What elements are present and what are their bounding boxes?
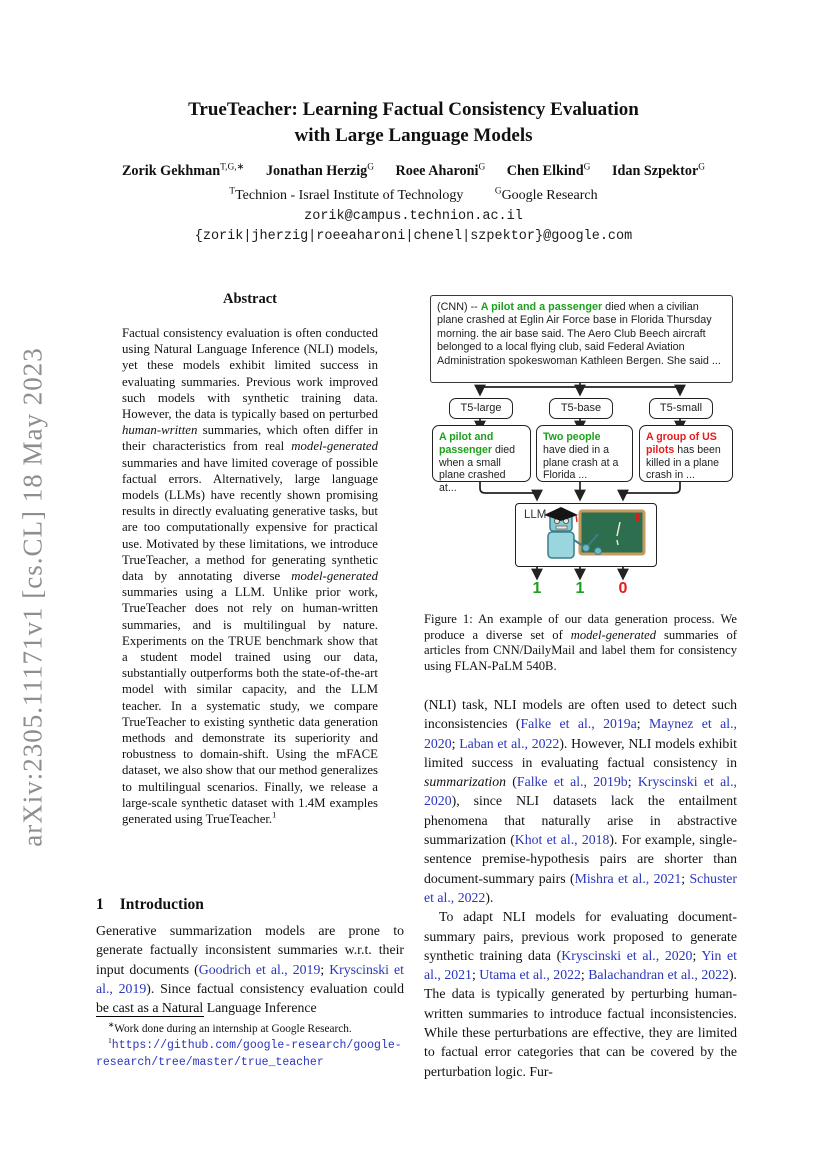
text-segment: summaries using a LLM. Unlike prior work, TrueTeacher does not rely on human-written summaries, and is multilingual by nature. Experiments on the TRUE benchmark show that a student model trained using our data, substantially outperforms both the state-of-the-art model with similar capacity, and the LLM teacher. In a systematic study, we compare TrueTeacher to existing synthetic data generation methods and demonstrate its superiority and robustness to domain-shift. Using the mFACE dataset, we also show that our method generalizes to multilingual scenarios. Finally, we release a large-scale synthetic dataset with 1.4M examples generated using TrueTeacher. [122, 585, 378, 827]
abstract-text [122, 325, 378, 900]
figure-source-article-box [430, 295, 733, 383]
text-segment: ). The data is typically generated by perturbing human-written summaries to introduce factual inconsistencies. While these perturbations are effective, they are limited to factual error categories that can be covered by the perturbation logic. Fur- [424, 967, 737, 1079]
author-name: Idan Szpektor [611, 163, 699, 179]
figure-1 [424, 290, 737, 610]
text-segment: ). However, NLI models exhibit limited success in evaluating factual consistency in [424, 735, 737, 770]
citation-link[interactable]: Khot et al., 2018 [514, 832, 610, 848]
footnote-github-url [96, 1037, 404, 1071]
intro-paragraph [96, 921, 404, 1017]
robot-body [548, 532, 574, 558]
title-line-2: with Large Language Models [294, 125, 533, 146]
citation-link[interactable]: Falke et al., 2019a [520, 716, 637, 732]
text-segment: (CNN) -- [437, 301, 481, 313]
text-segment: Two people [543, 431, 601, 443]
text-segment: ; [471, 967, 480, 983]
author-name: Chen Elkind [506, 163, 584, 179]
t5-small-box: T5-small [649, 398, 713, 419]
text-segment: died when a small plane crashed at... [439, 443, 515, 495]
text-segment: summarization [424, 774, 507, 790]
affiliation-marker: G [494, 185, 502, 196]
text-segment: Factual consistency evaluation is often conducted using Natural Language Inference (NLI) models, yet these models exhibit limited success in evaluating summaries. Previous work improved such models with synthetic training data. However, the data is typically based on perturbed [122, 326, 378, 422]
text-segment: ; [320, 961, 330, 977]
body-paragraph-1 [424, 695, 737, 907]
text-segment: Figure 1: An example of our data generation process. We produce a diverse set of [424, 612, 737, 642]
text-segment: Work done during an internship at Google Research. [114, 1023, 352, 1035]
author-affiliation-marker: T,G,∗ [220, 162, 245, 173]
text-segment: ), since NLI datasets lack the entailment phenomena that naturally arise in abstractive summarization ( [424, 793, 737, 848]
graduation-cap-icon [544, 507, 578, 521]
arxiv-watermark: arXiv:2305.11171v1 [cs.CL] 18 May 2023 [17, 347, 48, 847]
citation-link[interactable]: Maynez et al., 2020 [424, 716, 737, 751]
citation-link[interactable]: Kryscinski et al., 2020 [424, 774, 737, 809]
footnote-divider [96, 1016, 204, 1017]
text-segment: (NLI) task, NLI models are often used to detect such inconsistencies ( [424, 697, 737, 732]
section-title: Introduction [119, 896, 204, 913]
text-segment: have died in a plane crash at a Florida ... [543, 443, 619, 482]
citation-link[interactable]: Utama et al., 2022 [479, 967, 581, 983]
text-segment: ; [580, 967, 589, 983]
footnote-block [96, 1016, 404, 1071]
affiliation-line [0, 185, 827, 204]
footnote-internship [96, 1022, 404, 1037]
text-segment: has been killed in a plane crash in ... [646, 443, 721, 482]
text-segment: ; [451, 735, 460, 751]
text-segment: model-generated [570, 627, 657, 642]
url-link[interactable]: https://github.com/google-research/google-research/tree/master/true_teacher [96, 1039, 402, 1069]
text-segment: ). Since factual consistency evaluation could be cast as a Natural Language Inference [96, 980, 404, 1016]
author [612, 163, 705, 179]
text-segment: summaries, which often differ in their characteristics from real [122, 423, 378, 454]
citation-link[interactable]: Balachandran et al., 2022 [588, 967, 729, 983]
text-segment: ; [627, 774, 638, 790]
affiliation-technion [229, 185, 464, 203]
affiliation-marker: T [229, 185, 236, 196]
text-segment: ; [692, 947, 702, 963]
email-primary: zorik@campus.technion.ac.il [304, 209, 523, 224]
section-number: 1 [96, 896, 104, 913]
text-segment: A pilot and a passenger [480, 301, 603, 313]
citation-link[interactable]: Laban et al., 2022 [459, 735, 560, 751]
author-affiliation-marker: G [478, 162, 486, 173]
text-segment: 1 [272, 809, 277, 820]
text-segment: ∗ [108, 1020, 115, 1030]
summary-box-3 [639, 425, 733, 482]
text-segment: To adapt NLI models for evaluating document-summary pairs, previous work proposed to generate synthetic training data ( [424, 909, 737, 963]
author [507, 163, 591, 179]
citation-link[interactable]: Kryscinski et al., 2020 [561, 947, 693, 963]
paper-title [0, 97, 827, 149]
right-column-body [424, 695, 737, 1081]
text-segment: 1 [108, 1036, 112, 1046]
t5-large-box: T5-large [449, 398, 513, 419]
summary-box-1 [432, 425, 531, 495]
affiliation-text: Google Research [501, 188, 598, 203]
text-segment: ; [636, 716, 649, 732]
abstract-heading: Abstract [223, 291, 277, 307]
author-name: Jonathan Herzig [265, 163, 368, 179]
citation-link[interactable]: Goodrich et al., 2019 [198, 961, 321, 977]
author [396, 163, 486, 179]
t5-base-box: T5-base [549, 398, 613, 419]
text-segment: died when a civilian plane crashed at Eglin Air Force base in Florida Thursday morning. the air base said. The Aero Club Beech aircraft belonged to a local flying club, said Federal Aviation Administration spokeswoman Kathleen Bergen. She said ... [437, 301, 721, 367]
text-segment: A pilot and passenger [439, 431, 494, 456]
email-group: {zorik|jherzig|roeeaharoni|chenel|szpektor}@google.com [194, 229, 633, 244]
author-affiliation-marker: G [583, 162, 591, 173]
text-segment: A group of US pilots [646, 431, 717, 456]
llm-label: LLM [524, 509, 547, 521]
text-segment: ). For example, single-sentence premise-hypothesis pairs are shorter than document-summary pairs ( [424, 832, 737, 886]
output-label-3: 0 [618, 580, 628, 597]
authors-row [0, 163, 827, 180]
text-segment: summaries of articles from CNN/DailyMail and label them for consistency using FLAN-PaLM 540B. [424, 627, 737, 673]
affiliation-google [494, 185, 598, 203]
output-label-2: 1 [575, 580, 585, 597]
author-name: Roee Aharoni [395, 163, 479, 179]
body-paragraph-2 [424, 907, 737, 1081]
citation-link[interactable]: Yin et al., 2021 [424, 947, 737, 983]
text-segment: model-generated [291, 439, 378, 454]
citation-link[interactable]: Kryscinski et al., 2019 [96, 961, 404, 996]
title-line-1: TrueTeacher: Learning Factual Consistency Evaluation [188, 99, 639, 120]
citation-link[interactable]: Falke et al., 2019b [516, 774, 628, 790]
text-segment: ( [506, 774, 517, 790]
affiliation-text: Technion - Israel Institute of Technology [235, 188, 464, 203]
author [122, 163, 244, 179]
section-heading-introduction [96, 896, 404, 914]
citation-link[interactable]: Schuster et al., 2022 [424, 870, 737, 905]
text-segment: ; [681, 870, 690, 886]
text-segment: summaries and have limited coverage of possible factual errors. Alternatively, large language models (LLMs) have recently shown promising results in directly evaluating generative tasks, but are too computationally expensive for practical use. Motivated by these limitations, we introduce TrueTeacher, a method for generating synthetic data by annotating diverse [122, 455, 378, 584]
author-name: Zorik Gekhman [121, 163, 221, 179]
figure-caption [424, 612, 737, 674]
llm-box [515, 503, 657, 567]
text-segment: Generative summarization models are prone to generate factually inconsistent summaries w.r.t. their input documents ( [96, 923, 404, 977]
text-segment: model-generated [291, 569, 378, 584]
author-affiliation-marker: G [367, 162, 374, 173]
output-label-1: 1 [532, 580, 542, 597]
citation-link[interactable]: Mishra et al., 2021 [574, 870, 682, 886]
summary-box-2 [536, 425, 633, 482]
author [266, 163, 374, 179]
author-affiliation-marker: G [698, 162, 706, 173]
text-segment: human-written [122, 423, 198, 438]
text-segment: ). [485, 889, 494, 905]
